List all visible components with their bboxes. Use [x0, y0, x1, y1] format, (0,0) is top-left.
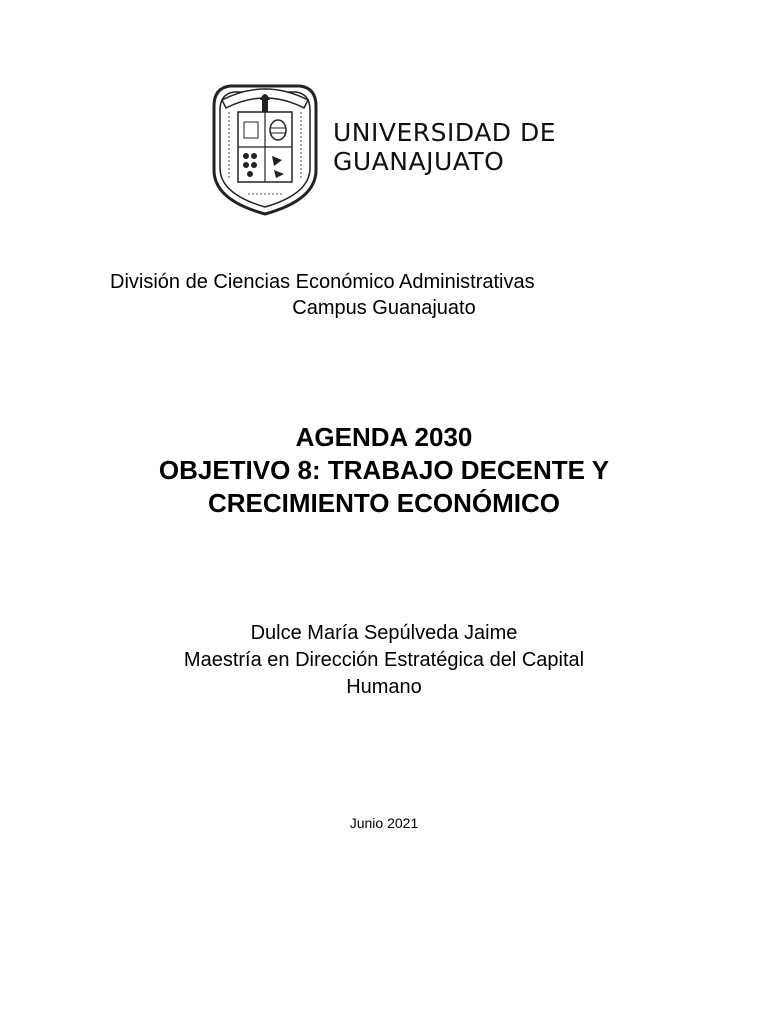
campus-label: Campus Guanajuato — [292, 297, 476, 319]
university-name — [333, 118, 556, 176]
document-date: Junio 2021 — [349, 815, 419, 831]
division-name: División de Ciencias Económico Administrativas — [110, 271, 535, 293]
university-logo — [208, 78, 588, 218]
document-title — [0, 421, 768, 520]
author-info — [0, 620, 768, 701]
program-line1: Maestría en Dirección Estratégica del Capital — [183, 649, 585, 671]
program-line2: Humano — [346, 676, 422, 698]
author-name: Dulce María Sepúlveda Jaime — [250, 622, 518, 644]
title-line3: CRECIMIENTO ECONÓMICO — [208, 488, 560, 518]
title-line2: OBJETIVO 8: TRABAJO DECENTE Y — [158, 455, 610, 485]
university-seal-icon — [208, 78, 322, 218]
campus-name — [0, 294, 768, 322]
university-name-line2: GUANAJUATO — [333, 147, 505, 176]
university-name-line1: UNIVERSIDAD DE — [333, 118, 557, 147]
title-line1: AGENDA 2030 — [295, 422, 473, 452]
